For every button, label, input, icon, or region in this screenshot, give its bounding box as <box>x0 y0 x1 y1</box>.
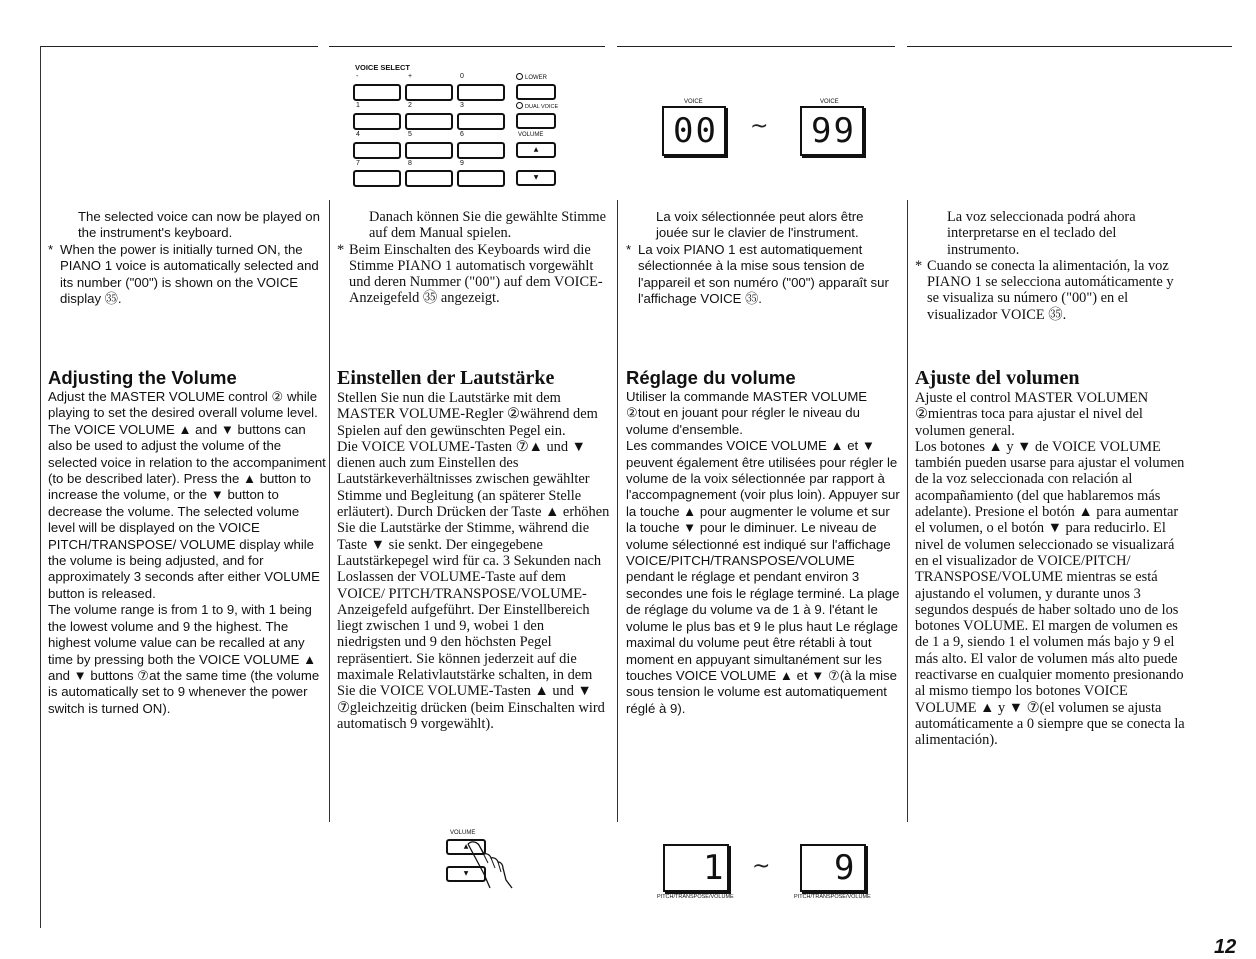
key-label: 1 <box>356 102 360 109</box>
german-body-1: Stellen Sie nun die Lautstärke mit dem MASTER VOLUME-Regler ②während dem Spielen auf den gewünschten Pegel ein. <box>337 390 598 439</box>
german-intro: Danach können Sie die gewählte Stimme auf dem Manual spielen. <box>369 209 606 242</box>
german-heading: Einstellen der Lautstärke <box>337 367 555 389</box>
key-label: 7 <box>356 160 360 167</box>
french-intro: La voix sélectionnée peut alors être jouée sur le clavier de l'instrument. <box>656 209 864 241</box>
key-label: + <box>408 73 413 80</box>
key-label: 5 <box>408 131 412 138</box>
lower-key[interactable] <box>516 84 556 100</box>
voice-select-panel <box>350 62 580 190</box>
german-bullet-text: Beim Einschalten des Keyboards wird die Stimme PIANO 1 automatisch vorgewählt und deren Nummer ("00") auf dem VOICE-Anzeigefeld ㉟ angezeigt. <box>349 241 603 307</box>
english-bullet <box>48 242 322 308</box>
spanish-body-1: Ajuste el control MASTER VOLUMEN ②mientras toca para ajustar el nivel del volumen general. <box>915 390 1149 439</box>
top-rule-2 <box>329 46 605 47</box>
dual-voice-led-icon <box>516 102 523 109</box>
bullet-mark: * <box>915 257 923 274</box>
french-bullet-text: La voix PIANO 1 est automatiquement sélectionnée à la mise sous tension de l'appareil et son numéro ("00") apparaît sur l'affichage VOICE ㉟. <box>638 241 889 307</box>
key-label: 8 <box>408 160 412 167</box>
voice-key-8[interactable] <box>405 170 453 187</box>
voice-select-title: VOICE SELECT <box>355 63 411 72</box>
voice-display-label-left: VOICE <box>684 99 703 105</box>
volume-display-value-left: 1 <box>703 848 726 888</box>
english-bullet-text: When the power is initially turned ON, the PIANO 1 voice is automatically selected and its number ("00") is shown on the VOICE display ㉟. <box>60 241 319 307</box>
german-volume-section <box>337 368 611 732</box>
spanish-volume-section <box>915 368 1191 749</box>
english-intro: The selected voice can now be played on the instrument's keyboard. <box>78 209 320 241</box>
key-label: 0 <box>460 73 464 80</box>
french-volume-section <box>626 368 900 717</box>
top-rule-4 <box>907 46 1232 47</box>
volume-up-icon: ▲ <box>533 146 539 153</box>
key-label: 3 <box>460 102 464 109</box>
key-label: 2 <box>408 102 412 109</box>
english-column <box>48 209 322 307</box>
volume-display-left <box>663 844 729 892</box>
voice-display-value-right: 99 <box>811 111 856 151</box>
voice-display-label-right: VOICE <box>820 99 839 105</box>
volume-down-key[interactable] <box>516 170 556 186</box>
range-tilde-top: ~ <box>750 114 769 139</box>
bullet-mark: * <box>626 241 632 257</box>
page-number: 12 <box>1214 936 1237 958</box>
voice-display-left <box>662 106 726 156</box>
volume-display-label-right: PITCH/TRANSPOSE/VOLUME <box>794 894 871 900</box>
french-heading: Réglage du volume <box>626 367 796 388</box>
english-body-1: Adjust the MASTER VOLUME control ② while playing to set the desired overall volume level. <box>48 389 318 421</box>
volume-up-icon: ▲ <box>463 843 469 850</box>
english-volume-section <box>48 368 326 717</box>
range-tilde-bottom: ~ <box>752 854 771 879</box>
voice-key-3[interactable] <box>457 113 505 130</box>
voice-key-minus[interactable] <box>353 84 401 101</box>
german-bullet <box>337 242 609 307</box>
voice-key-1[interactable] <box>353 113 401 130</box>
spanish-heading: Ajuste del volumen <box>915 367 1080 389</box>
volume-display-label-left: PITCH/TRANSPOSE/VOLUME <box>657 894 734 900</box>
divider-2 <box>617 200 618 822</box>
voice-key-2[interactable] <box>405 113 453 130</box>
german-column <box>337 209 609 307</box>
french-bullet <box>626 242 898 308</box>
english-body-2: The VOICE VOLUME ▲ and ▼ buttons can also be used to adjust the volume of the selected voice in relation to the accompaniment (to be described later). Press the ▲ button to increase the volume, or the ▼ button to decrease the volume. The selected volume level will be displayed on the VOICE PITCH/TRANSPOSE/ VOLUME display while the volume is being adjusted, and for approximately 3 seconds after either VOLUME button is released. <box>48 421 326 601</box>
spanish-body-2: Los botones ▲ y ▼ de VOICE VOLUME también pueden usarse para ajustar el volumen de la voz seleccionada con relación al acompañamiento (del que hablaremos más adelante). Presione el botón ▲ para aumentar el volumen, o el botón ▼ para reducirlo. El nivel de volumen seleccionado se visualizará en el visualizador de VOICE/PITCH/ TRANSPOSE/VOLUME mientras se está ajustando el volumen, y durante unos 3 segundos después de haber soltado uno de los botones VOLUME. El margen de volumen es de 1 a 9, siendo 1 el volumen más bajo y 9 el más alto. El valor de volumen más alto puede reactivarse en cualquier momento presionando al mismo tiempo los botones VOICE VOLUME ▲ y ▼ ⑦(el volumen se ajusta automáticamente a 0 siempre que se conecta la alimentación). <box>915 438 1185 749</box>
french-body-2: Les commandes VOICE VOLUME ▲ et ▼ peuvent également être utilisées pour régler le volume de la voix sélectionnée par rapport à l'accompagnement (voir plus loin). Appuyer sur la touche ▲ pour augmenter le volume et sur la touche ▼ pour le diminuer. Le niveau de volume sélectionné est indiqué sur l'affichage VOICE/PITCH/TRANSPOSE/VOLUME pendant le réglage et pendant environ 3 secondes une fois le réglage terminé. La plage de réglage du volume va de 1 à 9. l'étant le volume le plus bas et 9 le plus haut Le réglage maximal du volume peut être rétabli à tout moment en appuyant simultanément sur les touches VOICE VOLUME ▲ et ▼ ⑦(à la mise sous tension le volume est automatiquement réglé à 9). <box>626 438 900 716</box>
english-body-3: The volume range is from 1 to 9, with 1 being the lowest volume and 9 the highest. The highest volume value can be recalled at any time by pressing both the VOICE VOLUME ▲ and ▼ buttons ⑦at the same time (the volume is automatically set to 9 whenever the power switch is turned ON). <box>48 602 320 716</box>
key-label: LOWER <box>525 75 548 81</box>
volume-display-value-right: 9 <box>834 848 857 888</box>
volume-display-right <box>800 844 866 892</box>
key-label: DUAL VOICE <box>525 104 559 110</box>
english-heading: Adjusting the Volume <box>48 367 237 388</box>
voice-key-9[interactable] <box>457 170 505 187</box>
divider-3 <box>907 200 908 822</box>
key-label: 4 <box>356 131 360 138</box>
voice-key-4[interactable] <box>353 142 401 159</box>
volume-label: VOLUME <box>450 830 476 836</box>
pressing-hand-icon <box>440 830 520 890</box>
key-label: - <box>356 73 359 80</box>
voice-display-right <box>800 106 864 156</box>
spanish-intro: La voz seleccionada podrá ahora interpretarse en el teclado del instrumento. <box>947 209 1136 258</box>
volume-up-key[interactable] <box>516 142 556 158</box>
spanish-bullet-text: Cuando se conecta la alimentación, la voz PIANO 1 se selecciona automáticamente y se visualiza su número ("00") en el visualizador VOICE ㉟. <box>927 257 1174 323</box>
left-border <box>40 46 41 928</box>
voice-key-7[interactable] <box>353 170 401 187</box>
divider-1 <box>329 200 330 822</box>
spanish-column <box>915 209 1187 323</box>
spanish-bullet <box>915 258 1187 323</box>
voice-key-plus[interactable] <box>405 84 453 101</box>
dual-voice-key[interactable] <box>516 113 556 129</box>
top-rule-1 <box>40 46 318 47</box>
key-label: VOLUME <box>518 132 544 138</box>
top-rule-3 <box>617 46 895 47</box>
french-body-1: Utiliser la commande MASTER VOLUME ②tout en jouant pour régler le niveau du volume d'ensemble. <box>626 389 868 437</box>
voice-key-5[interactable] <box>405 142 453 159</box>
volume-down-icon: ▼ <box>533 174 539 181</box>
volume-buttons-illustration <box>440 830 520 890</box>
french-column <box>626 209 898 307</box>
key-label: 9 <box>460 160 464 167</box>
volume-down-icon: ▼ <box>463 870 469 877</box>
bullet-mark: * <box>48 241 54 257</box>
voice-key-6[interactable] <box>457 142 505 159</box>
voice-key-0[interactable] <box>457 84 505 101</box>
german-body-2: Die VOICE VOLUME-Tasten ⑦▲ und ▼ dienen auch zum Einstellen des Lautstärkeverhältnisses zwischen gewählter Stimme und Begleitung (an späterer Stelle erläutert). Durch Drücken der Taste ▲ erhöhen Sie die Lautstärke der Stimme, während die Taste ▼ sie senkt. Der eingegebene Lautstärkepegel wird für ca. 3 Sekunden nach Loslassen der VOLUME-Taste auf dem VOICE/ PITCH/TRANSPOSE/VOLUME-Anzeigefeld aufgeführt. Der Einstellbereich liegt zwischen 1 und 9, wobei 1 den niedrigsten und 9 den höchsten Pegel repräsentiert. Sie können jederzeit auf die maximale Relativlautstärke schalten, in dem Sie die VOICE VOLUME-Tasten ▲ und ▼ ⑦gleichzeitig drücken (beim Einschalten wird automatisch 9 vorgewählt). <box>337 438 610 732</box>
bullet-mark: * <box>337 241 345 258</box>
key-label: 6 <box>460 131 464 138</box>
voice-display-value-left: 00 <box>673 111 718 151</box>
lower-led-icon <box>516 73 523 80</box>
